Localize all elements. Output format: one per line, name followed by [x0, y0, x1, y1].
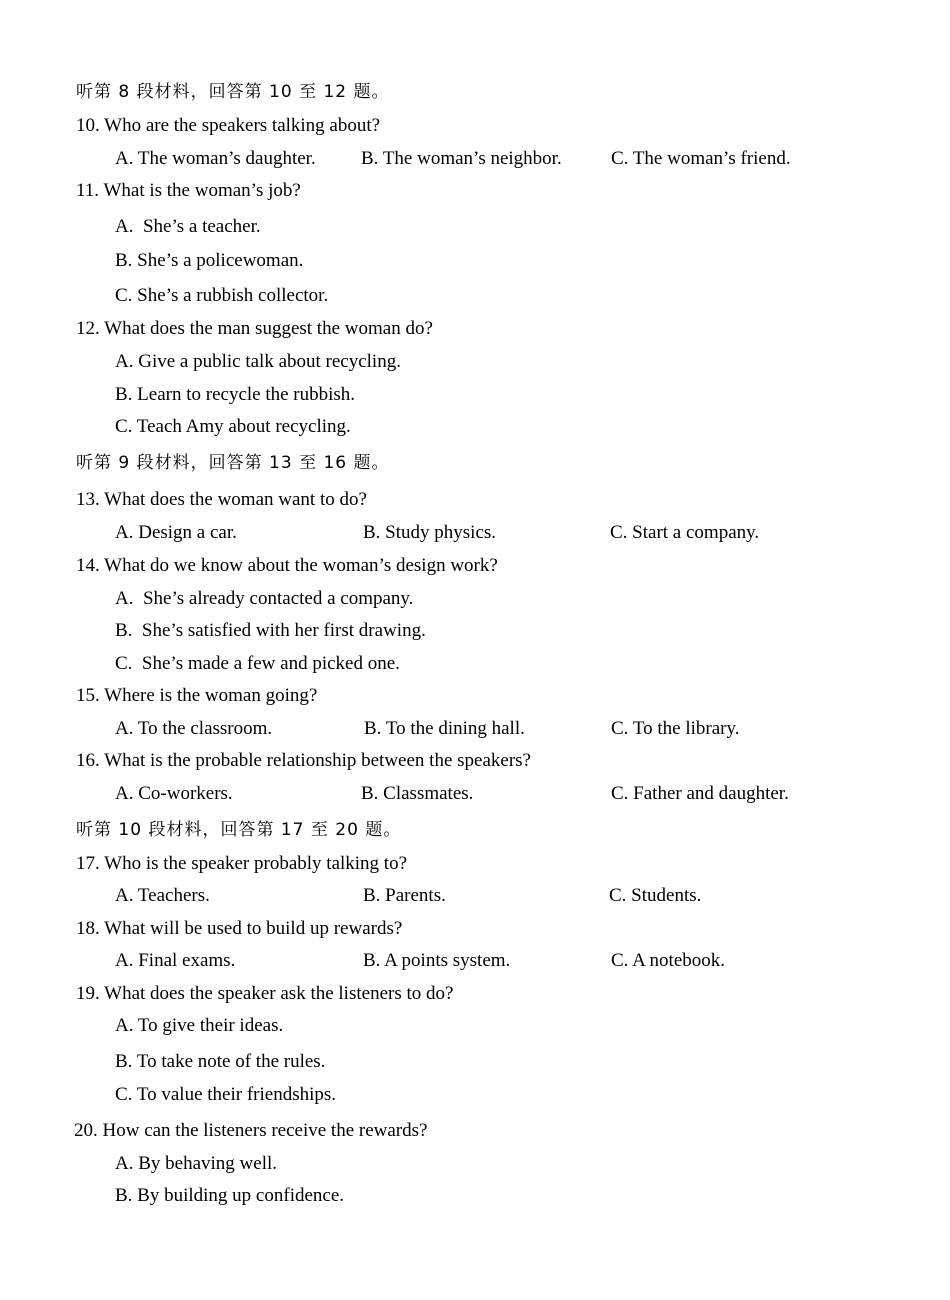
question-text: 12. What does the man suggest the woman do? [76, 318, 433, 339]
question-text: 11. What is the woman’s job? [76, 180, 301, 201]
option-c: C. A notebook. [611, 950, 726, 971]
option-b: B. The woman’s neighbor. [361, 148, 562, 169]
option-a: A. Final exams. [115, 950, 236, 971]
option-a: A. Teachers. [115, 885, 210, 906]
option-b: B. Parents. [363, 885, 446, 906]
question-text: 19. What does the speaker ask the listeners to do? [76, 983, 454, 1004]
option-c: C. Teach Amy about recycling. [115, 416, 351, 437]
option-a: A. To the classroom. [115, 718, 273, 739]
option-a: A. The woman’s daughter. [115, 148, 316, 169]
question-text: 17. Who is the speaker probably talking to? [76, 853, 408, 874]
option-a: A. Give a public talk about recycling. [115, 351, 401, 372]
question-text: 20. How can the listeners receive the rewards? [74, 1120, 428, 1141]
option-a: A. Co-workers. [115, 783, 233, 804]
section-header: 听第 10 段材料，回答第 17 至 20 题。 [76, 820, 402, 840]
section-header: 听第 8 段材料，回答第 10 至 12 题。 [76, 82, 390, 102]
question-text: 15. Where is the woman going? [76, 685, 318, 706]
option-b: B. She’s a policewoman. [115, 250, 304, 271]
option-c: C. The woman’s friend. [611, 148, 791, 169]
option-b: B. To the dining hall. [364, 718, 525, 739]
option-c: C. She’s made a few and picked one. [115, 653, 400, 674]
question-text: 13. What does the woman want to do? [76, 489, 367, 510]
option-c: C. Students. [609, 885, 702, 906]
option-a: A. She’s a teacher. [115, 216, 261, 237]
option-b: B. To take note of the rules. [115, 1051, 326, 1072]
option-a: A. She’s already contacted a company. [115, 588, 414, 609]
option-c: C. Father and daughter. [611, 783, 789, 804]
section-header: 听第 9 段材料，回答第 13 至 16 题。 [76, 453, 390, 473]
question-text: 14. What do we know about the woman’s design work? [76, 555, 498, 576]
option-b: B. Learn to recycle the rubbish. [115, 384, 356, 405]
option-b: B. Study physics. [363, 522, 497, 543]
option-c: C. To the library. [611, 718, 740, 739]
question-text: 10. Who are the speakers talking about? [76, 115, 381, 136]
option-b: B. By building up confidence. [115, 1185, 345, 1206]
option-c: C. She’s a rubbish collector. [115, 285, 329, 306]
option-c: C. Start a company. [610, 522, 760, 543]
option-a: A. By behaving well. [115, 1153, 278, 1174]
option-b: B. She’s satisfied with her first drawing. [115, 620, 426, 641]
option-a: A. To give their ideas. [115, 1015, 284, 1036]
option-b: B. Classmates. [361, 783, 474, 804]
option-a: A. Design a car. [115, 522, 237, 543]
question-text: 18. What will be used to build up rewards? [76, 918, 403, 939]
question-text: 16. What is the probable relationship between the speakers? [76, 750, 531, 771]
option-c: C. To value their friendships. [115, 1084, 337, 1105]
option-b: B. A points system. [363, 950, 511, 971]
